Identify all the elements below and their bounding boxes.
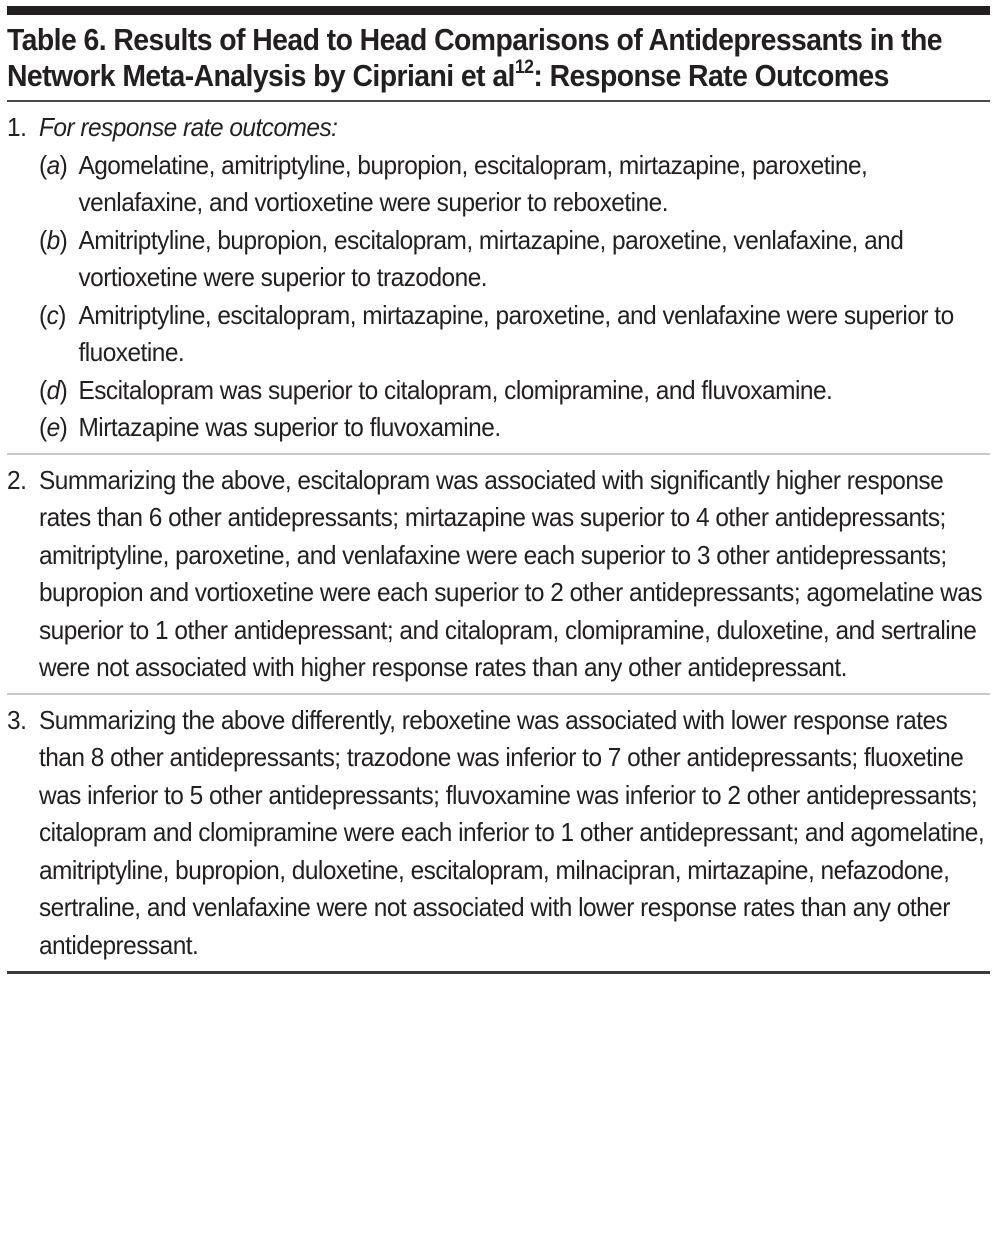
sub-item-b [39, 222, 985, 297]
sub-item-e [39, 409, 985, 447]
row-intro: For response rate outcomes: [38, 112, 338, 142]
top-rule [7, 6, 990, 15]
sub-item-label: (e) [38, 412, 68, 442]
row-number: 1. [7, 112, 27, 142]
sub-item-text: Mirtazapine was superior to fluvoxamine. [78, 412, 501, 442]
bottom-rule [7, 971, 990, 974]
row-text: Summarizing the above differently, reboxetine was associated with lower response rates than 8 other antidepressants; trazodone was inferior to 7 other antidepressants; fluoxetine was inferior to 5 other antidepressants; fluvoxamine was inferior to 2 other antidepressants; citalopram and clomipramine were each inferior to 1 other antidepressant; and agomelatine, amitriptyline, bupropion, duloxetine, escitalopram, milnacipran, mirtazapine, nefazodone, sertraline, and venlafaxine were not associated with lower response rates than any other antidepressant. [38, 704, 985, 960]
row-divider [7, 453, 990, 455]
title-tail: : Response Rate Outcomes [533, 59, 889, 93]
row-number: 3. [7, 704, 27, 735]
sub-item-label: (c) [38, 299, 66, 330]
table-row-2 [7, 462, 990, 687]
sub-item-text: Amitriptyline, bupropion, escitalopram, mirtazapine, paroxetine, venlafaxine, and vortioxetine were superior to trazodone. [78, 224, 904, 292]
sub-item-c [39, 297, 985, 372]
sub-item-text: Amitriptyline, escitalopram, mirtazapine, paroxetine, and venlafaxine were superior to fluoxetine. [78, 299, 954, 367]
title-reference-superscript: 12 [514, 56, 534, 78]
title-main: Table 6. Results of Head to Head Comparisons of Antidepressants in the Network Meta-Analysis by Cipriani et al [7, 23, 942, 93]
row-text: Summarizing the above, escitalopram was associated with significantly higher response rates than 6 other antidepressants; mirtazapine was superior to 4 other antidepressants; amitriptyline, paroxetine, and venlafaxine were each superior to 3 other antidepressants; bupropion and vortioxetine were each superior to 2 other antidepressants; agomelatine was superior to 1 other antidepressant; and citalopram, clomipramine, duloxetine, and sertraline were not associated with higher response rates than any other antidepressant. [38, 464, 983, 682]
sub-item-a [39, 147, 985, 222]
row-divider [7, 693, 990, 695]
results-table [7, 6, 990, 974]
sub-item-label: (b) [38, 224, 68, 255]
sub-item-label: (a) [38, 149, 68, 180]
sub-item-label: (d) [38, 374, 68, 405]
sub-item-d [39, 372, 985, 410]
table-row-3 [7, 702, 990, 965]
sub-item-text: Agomelatine, amitriptyline, bupropion, escitalopram, mirtazapine, paroxetine, venlafaxine, and vortioxetine were superior to reboxetine. [78, 149, 868, 217]
header-rule [7, 100, 990, 102]
table-row-1 [7, 109, 990, 447]
sub-item-text: Escitalopram was superior to citalopram, clomipramine, and fluvoxamine. [78, 374, 833, 405]
row-number: 2. [7, 464, 27, 495]
table-title [7, 22, 993, 94]
